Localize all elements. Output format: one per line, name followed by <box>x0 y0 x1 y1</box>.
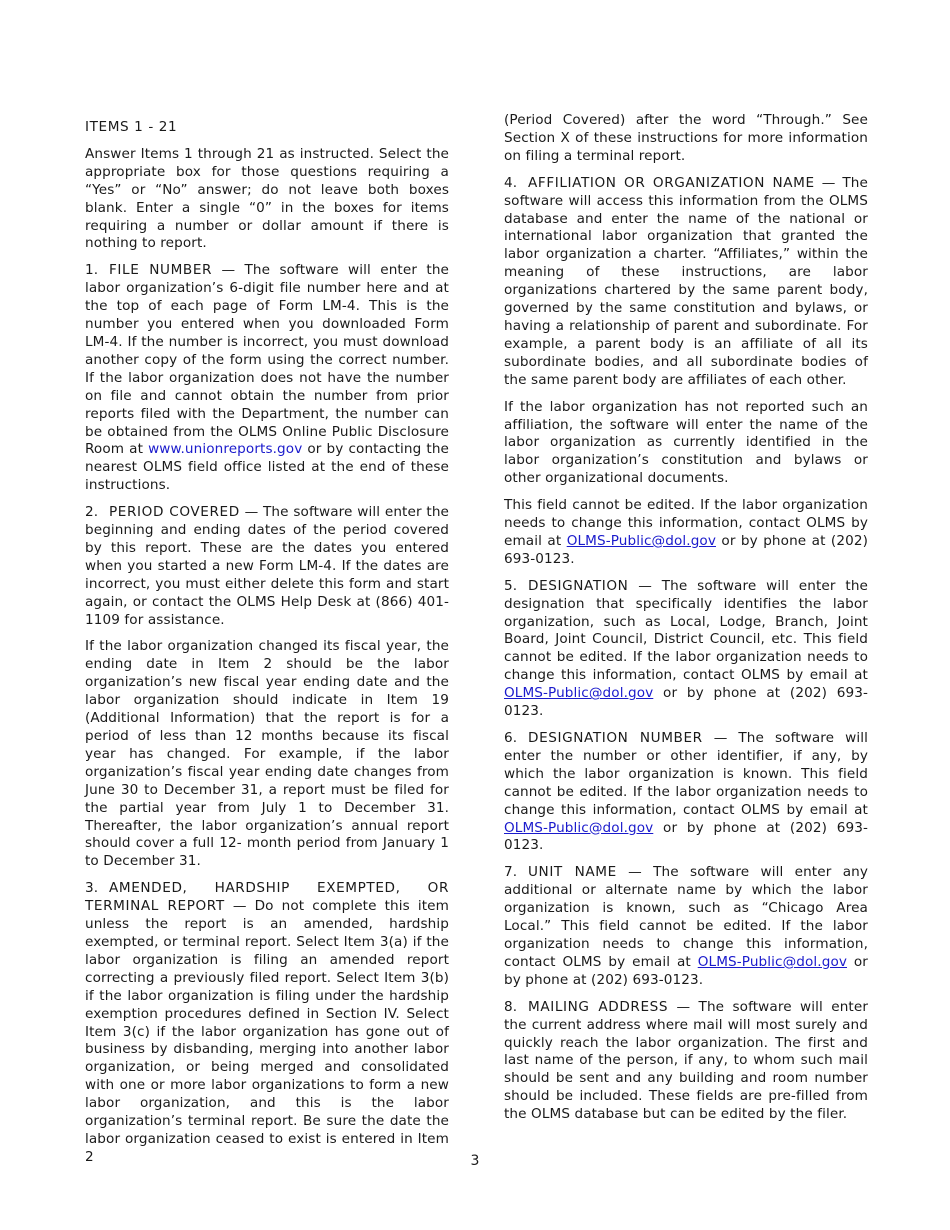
item-4-affiliation <box>504 175 868 390</box>
item-number: 7. <box>504 864 518 881</box>
item-number: 3. <box>85 880 99 897</box>
item-title: AMENDED, HARDSHIP EXEMPTED, OR TERMINAL REPORT <box>85 880 449 915</box>
item-title: FILE NUMBER <box>109 262 213 279</box>
item-1-file-number <box>85 262 449 495</box>
olms-email-link[interactable]: OLMS-Public@dol.gov <box>566 532 716 549</box>
item-title: DESIGNATION <box>528 577 629 594</box>
item-number: 5. <box>504 577 518 594</box>
item-text: — The software will enter the designation that specifically identifies the labor organization, such as Local, Lodge, Branch, Joint Board, Joint Council, District Council, etc. This field cannot be edited. If the labor organization needs to change this information, contact OLMS by email at <box>504 577 868 684</box>
item-5-designation <box>504 578 868 721</box>
item-number: 6. <box>504 730 518 746</box>
item-text: — The software will enter any additional or alternate name by which the labor organization is known, such as “Chicago Area Local.” This field cannot be edited. If the labor organization needs to change this information, contact OLMS by email at <box>504 864 868 970</box>
olms-email-link[interactable]: OLMS-Public@dol.gov <box>697 953 848 970</box>
right-column <box>504 112 868 1133</box>
item-7-unit-name <box>504 864 868 989</box>
item-number: 4. <box>504 174 518 191</box>
intro-paragraph: Answer Items 1 through 21 as instructed. Select the appropriate box for those questions requiring a “Yes” or “No” answer; do not leave both boxes blank. Enter a single “0” in the boxes for items requiring a number or dollar amount if there is nothing to report. <box>85 145 449 252</box>
item-4-paragraph-3 <box>504 497 868 569</box>
item-text: — Do not complete this item unless the report is an amended, hardship exempted, or terminal report. Select Item 3(a) if the labor organization is filing an amended report correcting a previously filed report. Select Item 3(b) if the labor organization is filing under the hardship exemption procedures defined in Section IV. Select Item 3(c) if the labor organization has gone out of business by disbanding, merging into another labor organization, or being merged and consolidated with one or more labor organizations to form a new labor organization, and this is the labor organization’s terminal report. Be sure the date the labor organization ceased to exist is entered in Item 2 <box>85 898 449 1165</box>
item-title: DESIGNATION NUMBER <box>528 730 703 746</box>
olms-email-link[interactable]: OLMS-Public@dol.gov <box>504 819 654 836</box>
item-title: MAILING ADDRESS <box>528 998 669 1015</box>
item-number: 2. <box>85 504 99 521</box>
item-text-cont: or by phone at (202) 693-0123. <box>504 685 868 720</box>
item-3-continued: (Period Covered) after the word “Through.” See Section X of these instructions for more information on filing a terminal report. <box>504 112 868 164</box>
item-text-cont: or by phone at (202) 693-0123. <box>504 819 868 854</box>
item-text-cont: or by phone at (202) 693-0123. <box>504 532 868 567</box>
left-column <box>85 112 449 1176</box>
item-text: — The software will enter the labor organization’s 6-digit file number here and at the top of each page of Form LM-4. This is the number you entered when you downloaded Form LM-4. If the number is incorrect, you must download another copy of the form using the correct number. If the labor organization does not have the number on file and cannot obtain the number from prior reports filed with the Department, the number can be obtained from the OLMS Online Public Disclosure Room at <box>85 262 449 458</box>
item-3-amended-hardship-terminal <box>85 880 449 1167</box>
item-text-cont: or by contacting the nearest OLMS field office listed at the end of these instructions. <box>85 441 449 494</box>
item-title: AFFILIATION OR ORGANIZATION NAME <box>528 174 815 191</box>
item-text-cont: or by phone at (202) 693-0123. <box>504 953 868 988</box>
item-text: — The software will enter the current address where mail will most surely and quickly reach the labor organization. The first and last name of the person, if any, to whom such mail should be sent and any building and room number should be included. These fields are pre-filled from the OLMS database but can be edited by the filer. <box>504 998 869 1123</box>
item-text: — The software will enter the beginning and ending dates of the period covered by this report. These are the dates you entered when you started a new Form LM-4. If the dates are incorrect, you must either delete this form and start again, or contact the OLMS Help Desk at (866) 401-1109 for assistance. <box>85 504 449 628</box>
item-4-paragraph-2: If the labor organization has not reported such an affiliation, the software will enter the name of the labor organization as currently identified in the labor organization’s constitution and bylaws or other organizational documents. <box>504 398 868 487</box>
olms-email-link[interactable]: OLMS-Public@dol.gov <box>504 685 654 702</box>
section-heading: ITEMS 1 - 21 <box>85 119 178 135</box>
item-title: PERIOD COVERED <box>109 504 240 521</box>
unionreports-link[interactable]: www.unionreports.gov <box>148 441 303 458</box>
item-text: This field cannot be edited. If the labor organization needs to change this information, contact OLMS by email at <box>504 497 868 549</box>
item-text: — The software will access this information from the OLMS database and enter the name of the national or international labor organization that granted the labor organization a charter. “Affiliates,” within the meaning of these instructions, are labor organizations chartered by the same parent body, governed by the same constitution and bylaws, or having a relationship of parent and subordinate. For example, a parent body is an affiliate of all its subordinate bodies, and all subordinate bodies of the same parent body are affiliates of each other. <box>504 174 868 388</box>
item-2-period-covered <box>85 504 449 629</box>
item-text: — The software will enter the number or other identifier, if any, by which the labor organization is known. This field cannot be edited. If the labor organization needs to change this information, contact OLMS by email at <box>504 730 868 818</box>
item-number: 1. <box>85 262 99 279</box>
item-6-designation-number <box>504 730 868 855</box>
item-2-fiscal-year-paragraph: If the labor organization changed its fiscal year, the ending date in Item 2 should be the labor organization’s new fiscal year ending date and the labor organization should indicate in Item 19 (Additional Information) that the report is for a period of less than 12 months because its fiscal year has changed. For example, if the labor organization’s fiscal year ending date changes from June 30 to December 31, a report must be filed for the partial year from July 1 to December 31. Thereafter, the labor organization’s annual report should cover a full 12- month period from January 1 to December 31. <box>85 638 449 870</box>
item-title: UNIT NAME <box>528 864 617 881</box>
page-number: 3 <box>470 1153 480 1169</box>
item-number: 8. <box>504 998 518 1015</box>
item-8-mailing-address <box>504 999 868 1124</box>
